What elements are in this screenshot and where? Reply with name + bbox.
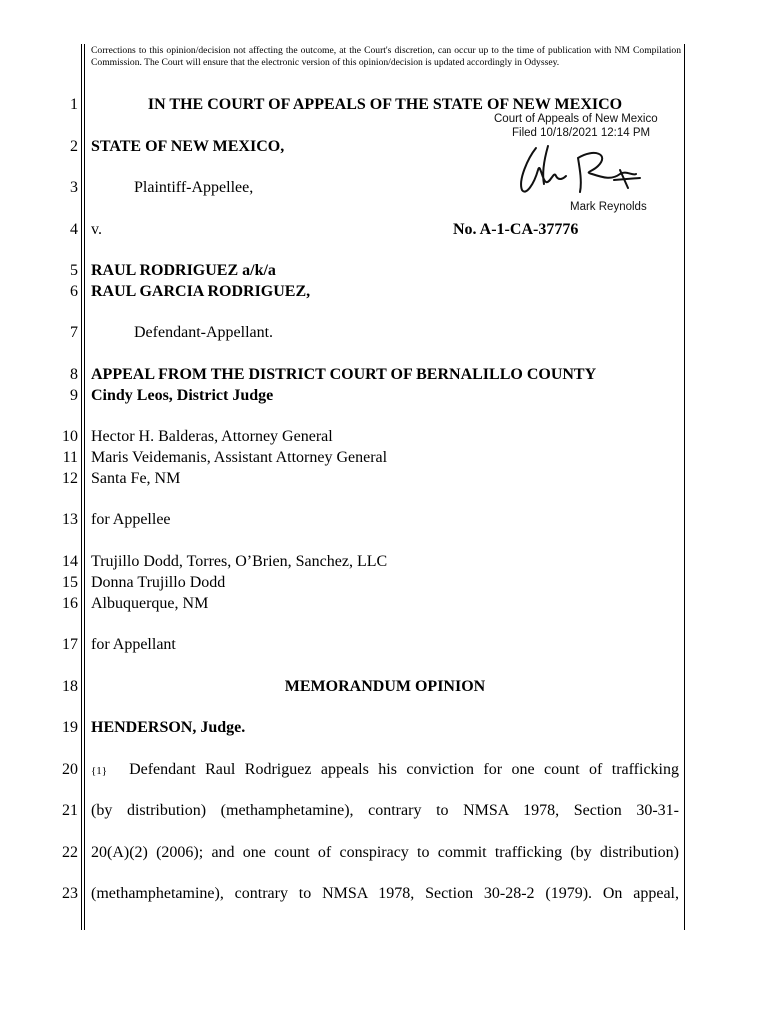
- defendant-name-line2: RAUL GARCIA RODRIGUEZ,: [91, 283, 311, 300]
- line-number: 16: [62, 595, 78, 612]
- line-number: 5: [70, 262, 78, 279]
- left-margin-rule: [81, 44, 82, 930]
- paragraph-mark: {1}: [91, 765, 108, 777]
- opinion-line-21: (by distribution) (methamphetamine), contrary to NMSA 1978, Section 30-31-: [91, 802, 679, 819]
- line-number: 22: [62, 844, 78, 861]
- line-number: 14: [62, 553, 78, 570]
- for-appellant: for Appellant: [91, 636, 176, 653]
- line-number: 23: [62, 885, 78, 902]
- opinion-text: Defendant Raul Rodriguez appeals his conviction for one count of trafficking: [129, 761, 679, 778]
- court-title: IN THE COURT OF APPEALS OF THE STATE OF NEW MEXICO: [147, 96, 623, 113]
- defendant-name-line1: RAUL RODRIGUEZ a/k/a: [91, 262, 276, 279]
- filing-stamp-date: Filed 10/18/2021 12:14 PM: [512, 127, 651, 139]
- district-judge: Cindy Leos, District Judge: [91, 387, 274, 404]
- line-number: 11: [62, 449, 78, 466]
- line-number: 2: [70, 138, 78, 155]
- defendant-role: Defendant-Appellant.: [134, 324, 274, 341]
- right-margin-rule: [684, 44, 685, 930]
- appellee-counsel-2: Maris Veidemanis, Assistant Attorney General: [91, 449, 388, 466]
- line-number: 3: [70, 179, 78, 196]
- left-margin-rule-inner: [84, 44, 85, 930]
- line-number: 9: [70, 387, 78, 404]
- line-number: 8: [70, 366, 78, 383]
- line-number: 4: [70, 221, 78, 238]
- opinion-author: HENDERSON, Judge.: [91, 719, 246, 736]
- opinion-heading: MEMORANDUM OPINION: [284, 678, 486, 695]
- opinion-line-20: [91, 760, 679, 781]
- line-number: 13: [62, 511, 78, 528]
- appellant-counsel-1: Trujillo Dodd, Torres, O’Brien, Sanchez, LLC: [91, 553, 388, 570]
- versus: v.: [91, 221, 102, 238]
- case-number: No. A-1-CA-37776: [453, 221, 579, 238]
- appellee-counsel-location: Santa Fe, NM: [91, 470, 181, 487]
- plaintiff-role: Plaintiff-Appellee,: [134, 179, 254, 196]
- appellee-counsel-1: Hector H. Balderas, Attorney General: [91, 428, 333, 445]
- plaintiff-name: STATE OF NEW MEXICO,: [91, 138, 285, 155]
- opinion-line-22: 20(A)(2) (2006); and one count of conspiracy to commit trafficking (by distribution): [91, 844, 679, 861]
- line-number: 21: [62, 802, 78, 819]
- line-number: 19: [62, 719, 78, 736]
- line-number: 20: [62, 761, 78, 778]
- line-number: 6: [70, 283, 78, 300]
- filing-stamp-court: Court of Appeals of New Mexico: [494, 113, 658, 125]
- line-number: 17: [62, 636, 78, 653]
- line-number: 10: [62, 428, 78, 445]
- for-appellee: for Appellee: [91, 511, 171, 528]
- appellant-counsel-2: Donna Trujillo Dodd: [91, 574, 226, 591]
- clerk-signature-image: [508, 140, 653, 205]
- line-number: 18: [62, 678, 78, 695]
- appellant-counsel-location: Albuquerque, NM: [91, 595, 209, 612]
- opinion-line-23: (methamphetamine), contrary to NMSA 1978, Section 30-28-2 (1979). On appeal,: [91, 885, 679, 902]
- line-number: 7: [70, 324, 78, 341]
- line-number: 15: [62, 574, 78, 591]
- appeal-from: APPEAL FROM THE DISTRICT COURT OF BERNALILLO COUNTY: [91, 366, 597, 383]
- corrections-notice: Corrections to this opinion/decision not affecting the outcome, at the Court's discretion, can occur up to the time of publication with NM Compilation Commission. The Court will ensure that the electronic version of this opinion/decision is updated accordingly in Odyssey.: [91, 45, 681, 68]
- line-number: 12: [62, 470, 78, 487]
- line-number: 1: [70, 96, 78, 113]
- clerk-name: Mark Reynolds: [570, 201, 647, 213]
